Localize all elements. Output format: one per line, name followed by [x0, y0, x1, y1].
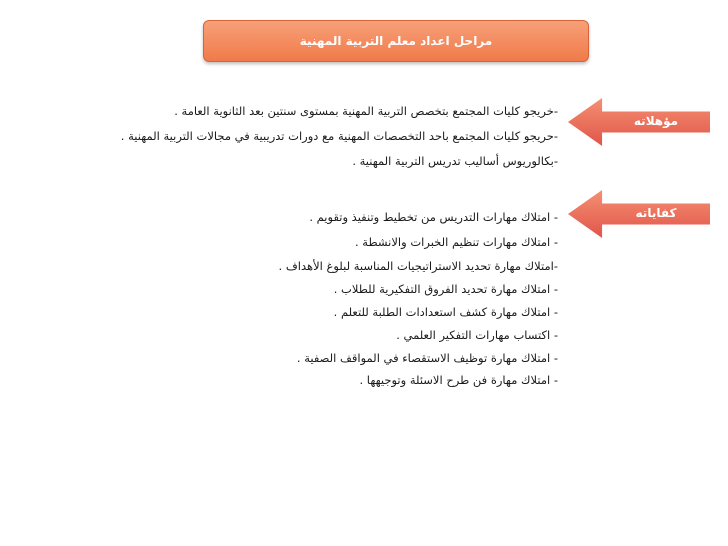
- qualification-item: -خريجو كليات المجتمع بتخصص التربية المهنية بمستوى سنتين بعد الثانوية العامة .: [174, 104, 558, 118]
- competency-item: - امتلاك مهارة فن طرح الاسئلة وتوجيهها .: [359, 373, 558, 387]
- competency-item: - امتلاك مهارة توظيف الاستقصاء في المواقف الصفية .: [296, 351, 558, 365]
- competencies-label: كفاياته: [635, 206, 677, 220]
- qualifications-label: مؤهلاته: [633, 114, 679, 128]
- competency-item: -امتلاك مهارة تحديد الاستراتيجيات المناسبة لبلوغ الأهداف .: [278, 259, 558, 273]
- competency-item: - امتلاك مهارات تنظيم الخبرات والانشطة .: [355, 235, 558, 249]
- competency-item: - امتلاك مهارة كشف استعدادات الطلبة للتعلم .: [333, 305, 558, 319]
- slide-title-box: [203, 20, 589, 62]
- qualification-item: -حريجو كليات المجتمع باحد التخصصات المهنية مع دورات تدريبية في مجالات التربية المهنية .: [120, 129, 558, 143]
- slide-title: مراحل اعداد معلم التربية المهنية: [299, 34, 493, 48]
- competency-item: - اكتساب مهارات التفكير العلمي .: [396, 328, 558, 342]
- competency-item: - امتلاك مهارات التدريس من تخطيط وتنفيذ وتقويم .: [309, 210, 558, 224]
- qualification-item: -بكالوريوس أساليب تدريس التربية المهنية .: [352, 154, 558, 168]
- competency-item: - امتلاك مهارة تحديد الفروق التفكيرية للطلاب .: [333, 282, 558, 296]
